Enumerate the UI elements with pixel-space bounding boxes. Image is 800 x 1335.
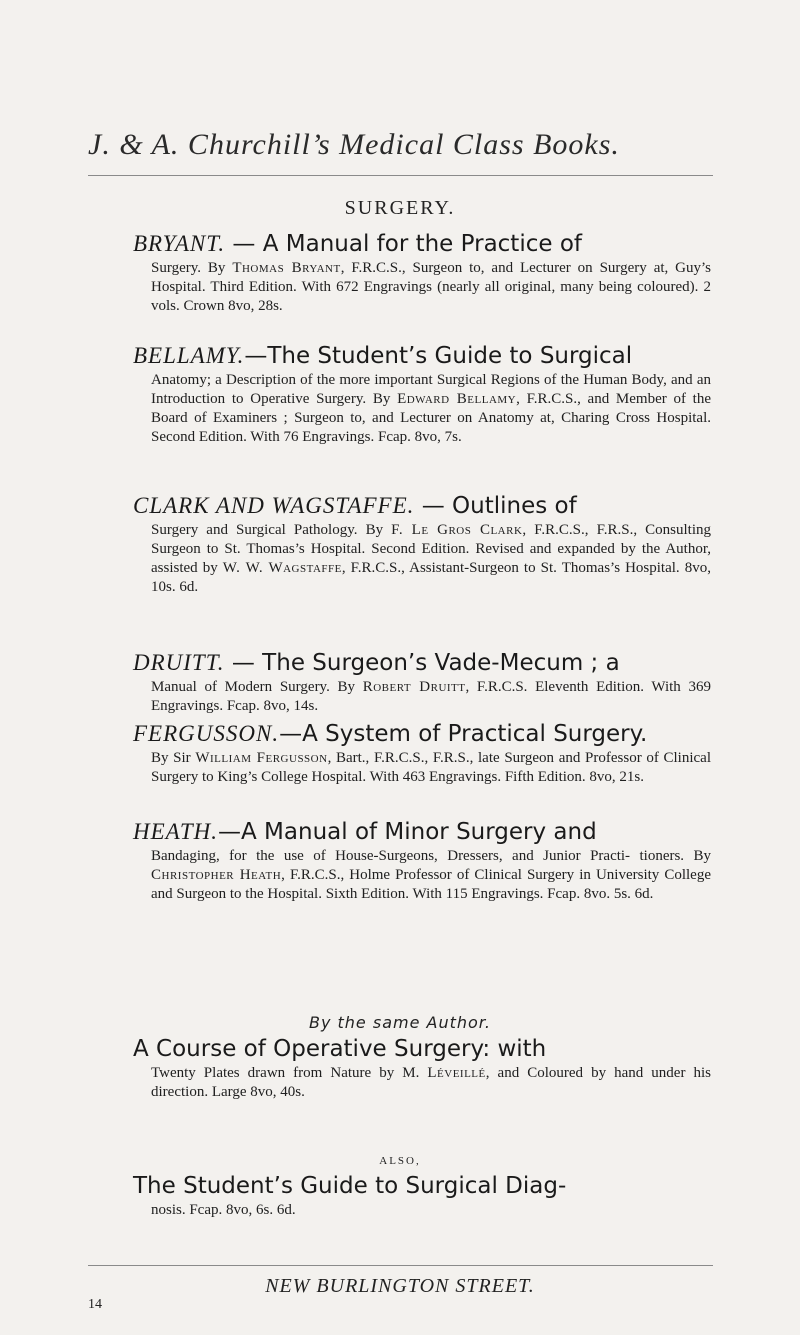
entry-author: FERGUSSON. xyxy=(133,721,280,746)
entry-surgical-diagnosis xyxy=(133,1172,711,1220)
entry-description xyxy=(151,371,711,447)
entry-text: Anatomy; a Description of the more important Surgical Regions of the Human Body, and an Introduction to Operative Surgery. By xyxy=(151,372,711,407)
entry-description xyxy=(151,1064,711,1102)
footer-address: NEW BURLINGTON STREET. xyxy=(265,1275,535,1297)
entry-text: Manual of Modern Surgery. By xyxy=(151,679,363,695)
entry-text: Twenty Plates drawn from Nature by M. xyxy=(151,1065,428,1081)
entry-author-fullname: William Fergusson xyxy=(195,750,328,766)
entry-bellamy xyxy=(133,341,711,447)
entry-heading xyxy=(133,229,711,259)
entry-author: BRYANT. xyxy=(133,231,226,256)
entry-description xyxy=(151,749,711,787)
entry-text: Surgery and Surgical Pathology. By xyxy=(151,522,392,538)
entry-text: By Sir xyxy=(151,750,196,766)
entry-text: , Bart., F.R.C.S., F.R.S., late Surgeon and Professor of Clinical Surgery to King’s College Hospital. With 463 Engravings. Fifth Edition. 8vo, 21s. xyxy=(151,750,711,785)
entry-title: —The Student’s Guide to Surgical xyxy=(244,343,633,369)
entry-author: HEATH. xyxy=(133,819,219,844)
entry-title: A Course of Operative Surgery: with xyxy=(133,1036,547,1062)
entry-heading xyxy=(133,341,711,371)
entry-heading xyxy=(133,1172,711,1201)
entry-text: , F.R.C.S., F.R.S., Consulting Surgeon to St. Thomas’s Hospital. Second Edition. Revised and expanded by the Author, assisted by xyxy=(151,522,712,576)
entry-title: —A System of Practical Surgery. xyxy=(279,721,648,747)
entry-description xyxy=(151,259,711,316)
entry-description xyxy=(151,847,711,904)
entry-author-fullname: Robert Druitt xyxy=(362,679,466,695)
entry-fergusson xyxy=(133,719,711,787)
entry-title: — A Manual for the Practice of xyxy=(232,231,582,257)
entry-title: —A Manual of Minor Surgery and xyxy=(218,819,597,845)
entry-text: , F.R.C.S., Assistant-Surgeon to St. Thomas’s Hospital. 8vo, 10s. 6d. xyxy=(151,560,711,595)
entry-text: nosis. Fcap. 8vo, 6s. 6d. xyxy=(151,1202,296,1218)
entry-text: , and Coloured by hand under his direction. Large 8vo, 40s. xyxy=(151,1065,711,1100)
entry-heading xyxy=(133,1035,711,1064)
entry-author: DRUITT. xyxy=(133,650,225,675)
also-label: ALSO, xyxy=(379,1155,421,1167)
entry-heading xyxy=(133,491,711,521)
entry-author-fullname: Edward Bellamy xyxy=(397,391,517,407)
entry-description xyxy=(151,521,711,597)
header-rule xyxy=(88,175,713,176)
entry-text: , F.R.C.S., Holme Professor of Clinical Surgery in University College and Surgeon to the Hospital. Sixth Edition. With 115 Engravings. Fcap. 8vo. 5s. 6d. xyxy=(151,867,711,902)
entry-text: , F.R.C.S., Surgeon to, and Lecturer on Surgery at, Guy’s Hospital. Third Edition. With 672 Engravings (nearly all original, many being coloured). 2 vols. Crown 8vo, 28s. xyxy=(151,260,712,314)
entry-author: BELLAMY. xyxy=(133,343,245,368)
entry-heading xyxy=(133,817,711,847)
entry-heading xyxy=(133,648,711,678)
entry-text: , F.R.C.S. Eleventh Edition. With 369 Engravings. Fcap. 8vo, 14s. xyxy=(151,679,711,714)
entry-operative-surgery xyxy=(133,1035,711,1102)
entry-clark-wagstaffe xyxy=(133,491,712,597)
entry-artist-name: Léveillé xyxy=(427,1065,486,1081)
entry-heading xyxy=(133,719,711,749)
entry-text: Surgery. By xyxy=(151,260,233,276)
entry-title: The Student’s Guide to Surgical Diag- xyxy=(133,1173,567,1199)
page-number: 14 xyxy=(88,1297,102,1312)
running-head: J. & A. Churchill’s Medical Class Books. xyxy=(88,128,620,161)
entry-author-fullname: Thomas Bryant xyxy=(232,260,341,276)
entry-heath xyxy=(133,817,711,904)
entry-title: — Outlines of xyxy=(421,493,577,519)
entry-author: CLARK AND WAGSTAFFE. xyxy=(133,493,415,518)
same-author-heading: By the same Author. xyxy=(308,1013,491,1032)
entry-description xyxy=(151,1201,711,1220)
entry-druitt xyxy=(133,648,711,716)
footer-rule xyxy=(88,1265,713,1266)
entry-author-fullname: F. Le Gros Clark xyxy=(391,522,523,538)
entry-text: , F.R.C.S., and Member of the Board of Examiners ; Surgeon to, and Lecturer on Anatomy at, Charing Cross Hospital. Second Edition. With 76 Engravings. Fcap. 8vo, 7s. xyxy=(151,391,711,445)
entry-coauthor-fullname: W. W. Wagstaffe xyxy=(222,560,342,576)
entry-title: — The Surgeon’s Vade-Mecum ; a xyxy=(231,650,620,676)
entry-bryant xyxy=(133,229,712,316)
section-title: SURGERY. xyxy=(344,197,456,219)
entry-author-fullname: Christopher Heath xyxy=(151,867,282,883)
entry-text: Bandaging, for the use of House-Surgeons, Dressers, and Junior Practi- tioners. By xyxy=(151,848,711,864)
entry-description xyxy=(151,678,711,716)
